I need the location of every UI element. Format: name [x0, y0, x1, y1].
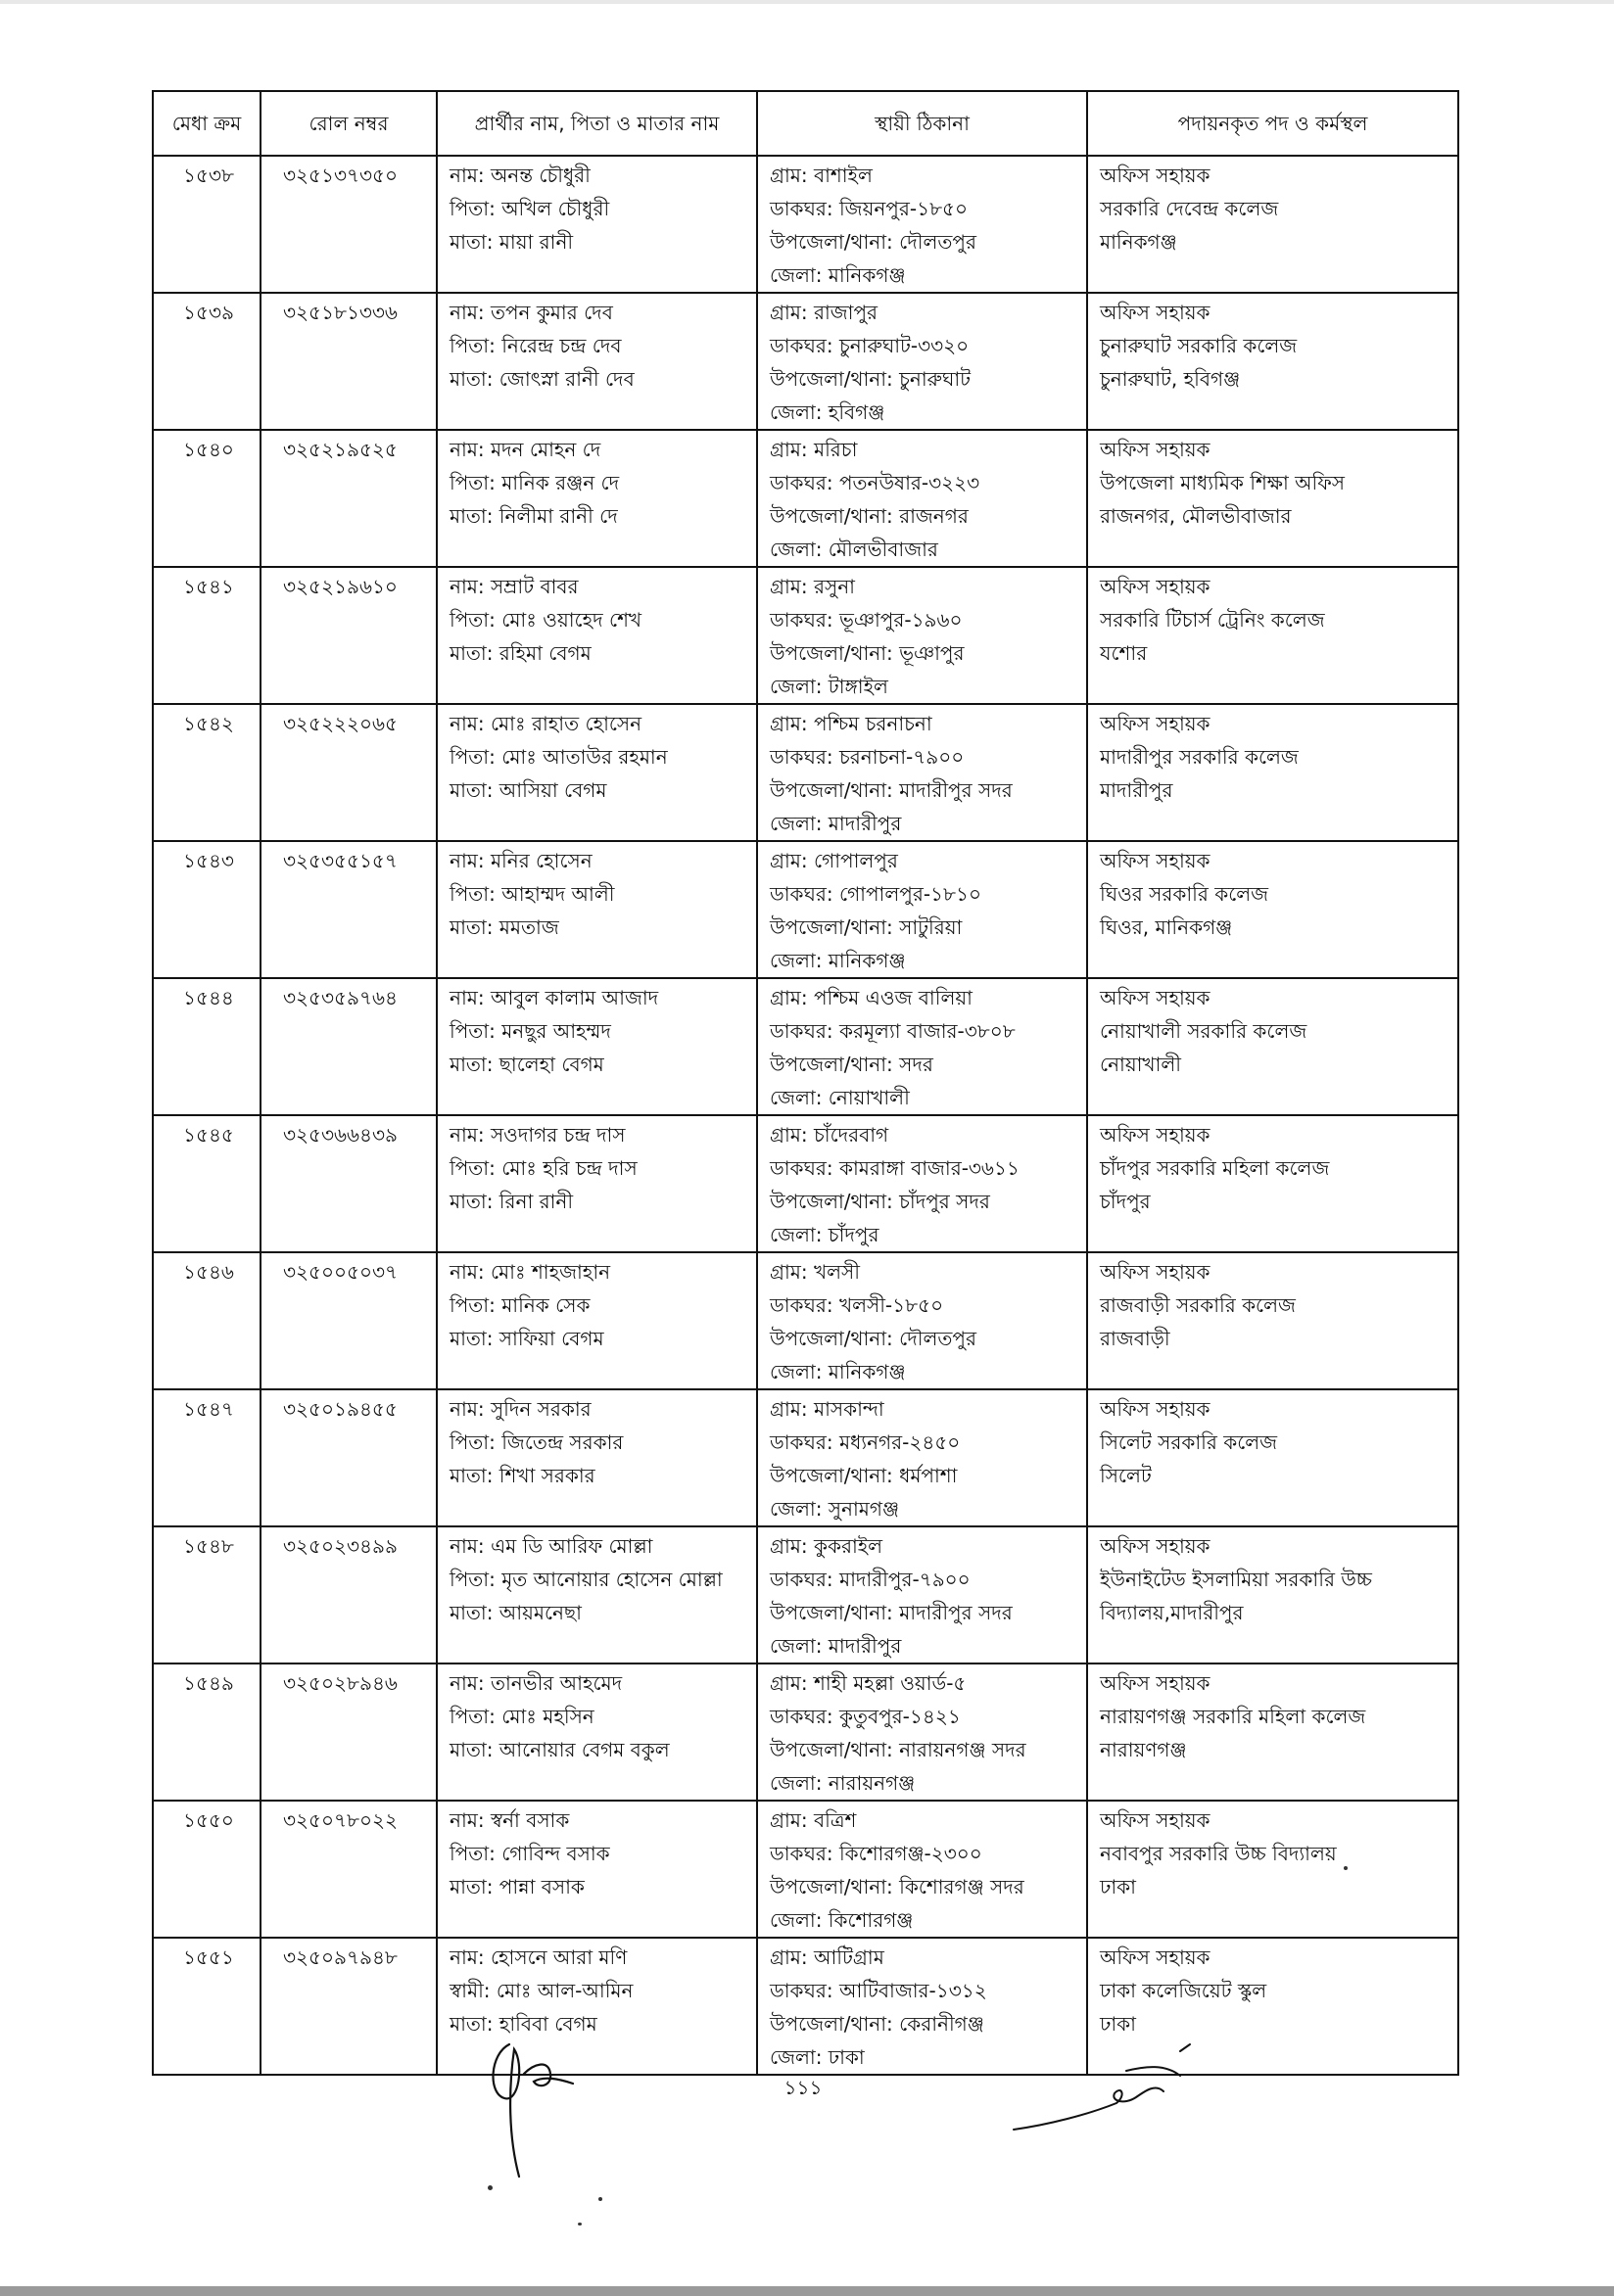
address-line: গ্রাম: বাশাইল — [770, 164, 873, 187]
name-line: মাতা: হাবিবা বেগম — [450, 2012, 597, 2036]
posting-line: অফিস সহায়ক — [1100, 438, 1210, 461]
posting-cell — [1087, 1252, 1458, 1389]
name-cell — [437, 1389, 757, 1526]
address-line: জেলা: মাদারীপুর — [770, 812, 902, 835]
roll-cell: ৩২৫৩৫৯৭৬৪ — [261, 978, 437, 1115]
posting-line: অফিস সহায়ক — [1100, 986, 1210, 1009]
address-line: ডাকঘর: চরনাচনা-৭৯০০ — [770, 745, 965, 769]
merit-cell: ১৫৪১ — [153, 567, 261, 704]
roll-cell: ৩২৫২২২০৬৫ — [261, 704, 437, 841]
posting-line: অফিস সহায়ক — [1100, 712, 1210, 735]
posting-line: ঢাকা — [1100, 2012, 1136, 2036]
name-line: মাতা: শিখা সরকার — [450, 1464, 595, 1487]
posting-line: সিলেট — [1100, 1464, 1152, 1487]
posting-line: সরকারি টিচার্স ট্রেনিং কলেজ — [1100, 608, 1325, 632]
name-line: নাম: সওদাগর চন্দ্র দাস — [450, 1123, 626, 1147]
posting-line: অফিস সহায়ক — [1100, 1260, 1210, 1284]
roll-cell: ৩২৫৩৫৫১৫৭ — [261, 841, 437, 978]
table-body — [153, 156, 1458, 2075]
name-line: স্বামী: মোঃ আল-আমিন — [450, 1979, 634, 2002]
address-line: গ্রাম: আটিগ্রাম — [770, 1945, 884, 1969]
posting-line: অফিস সহায়ক — [1100, 164, 1210, 187]
name-line: পিতা: মৃত আনোয়ার হোসেন মোল্লা — [450, 1568, 723, 1591]
address-line: জেলা: নোয়াখালী — [770, 1086, 910, 1109]
address-line: উপজেলা/থানা: কিশোরগঞ্জ সদর — [770, 1875, 1024, 1898]
roll-cell: ৩২৫০০৫০৩৭ — [261, 1252, 437, 1389]
name-line: পিতা: গোবিন্দ বসাক — [450, 1842, 610, 1865]
signature-right — [1009, 2037, 1205, 2144]
address-line: জেলা: হবিগঞ্জ — [770, 400, 885, 424]
table-row — [153, 1663, 1458, 1801]
posting-cell — [1087, 1389, 1458, 1526]
address-line: উপজেলা/থানা: নারায়নগঞ্জ সদর — [770, 1738, 1026, 1761]
address-line: গ্রাম: গোপালপুর — [770, 849, 898, 872]
table-row — [153, 293, 1458, 430]
signature-left — [480, 2025, 588, 2181]
page-number: ১১১ — [783, 2076, 823, 2099]
roll-cell: ৩২৫০২৮৯৪৬ — [261, 1663, 437, 1801]
roll-cell: ৩২৫০৯৭৯৪৮ — [261, 1938, 437, 2075]
address-cell — [757, 156, 1087, 293]
header-posting: পদায়নকৃত পদ ও কর্মস্থল — [1087, 91, 1458, 156]
table-row — [153, 1389, 1458, 1526]
name-line: পিতা: মানিক সেক — [450, 1293, 591, 1317]
posting-cell — [1087, 978, 1458, 1115]
address-cell — [757, 1252, 1087, 1389]
name-line: মাতা: ছালেহা বেগম — [450, 1053, 604, 1076]
address-line: ডাকঘর: মধ্যনগর-২৪৫০ — [770, 1430, 961, 1454]
roll-cell: ৩২৫১৩৭৩৫০ — [261, 156, 437, 293]
scan-bottom-edge — [0, 2286, 1614, 2296]
table-row — [153, 1801, 1458, 1938]
address-line: গ্রাম: মরিচা — [770, 438, 858, 461]
posting-line: নারায়ণগঞ্জ সরকারি মহিলা কলেজ — [1100, 1705, 1366, 1728]
table-row — [153, 1526, 1458, 1663]
address-line: জেলা: চাঁদপুর — [770, 1223, 879, 1246]
merit-cell: ১৫৪৮ — [153, 1526, 261, 1663]
name-cell — [437, 1115, 757, 1252]
name-line: পিতা: মোঃ ওয়াহেদ শেখ — [450, 608, 642, 632]
address-line: উপজেলা/থানা: মাদারীপুর সদর — [770, 1601, 1013, 1624]
name-line: পিতা: জিতেন্দ্র সরকার — [450, 1430, 624, 1454]
merit-cell: ১৫৫১ — [153, 1938, 261, 2075]
address-line: জেলা: মানিকগঞ্জ — [770, 263, 906, 287]
address-cell — [757, 293, 1087, 430]
table-row — [153, 1115, 1458, 1252]
posting-line: অফিস সহায়ক — [1100, 1671, 1210, 1695]
name-line: পিতা: মোঃ আতাউর রহমান — [450, 745, 668, 769]
posting-line: ঢাকা — [1100, 1875, 1136, 1898]
posting-line: ইউনাইটেড ইসলামিয়া সরকারি উচ্চ — [1100, 1568, 1372, 1591]
table-header-row — [153, 91, 1458, 156]
posting-line: ঘিওর, মানিকগঞ্জ — [1100, 915, 1233, 939]
name-line: নাম: অনন্ত চৌধুরী — [450, 164, 591, 187]
name-line: মাতা: আনোয়ার বেগম বকুল — [450, 1738, 670, 1761]
address-line: ডাকঘর: ভূঞাপুর-১৯৬০ — [770, 608, 963, 632]
name-line: মাতা: সাফিয়া বেগম — [450, 1327, 604, 1350]
address-line: গ্রাম: পশ্চিম এওজ বালিয়া — [770, 986, 973, 1009]
address-line: জেলা: মানিকগঞ্জ — [770, 949, 906, 972]
address-line: উপজেলা/থানা: রাজনগর — [770, 504, 969, 528]
name-line: পিতা: আহাম্মদ আলী — [450, 882, 615, 906]
address-cell — [757, 1526, 1087, 1663]
address-line: গ্রাম: রসুনা — [770, 575, 855, 598]
posting-line: চাঁদপুর সরকারি মহিলা কলেজ — [1100, 1156, 1330, 1180]
posting-cell — [1087, 1526, 1458, 1663]
name-line: মাতা: মমতাজ — [450, 915, 559, 939]
address-line: উপজেলা/থানা: চাঁদপুর সদর — [770, 1190, 990, 1213]
address-line: ডাকঘর: পতনউষার-৩২২৩ — [770, 471, 980, 494]
scan-speck — [598, 2197, 602, 2201]
address-line: জেলা: নারায়নগঞ্জ — [770, 1771, 916, 1795]
address-line: ডাকঘর: জিয়নপুর-১৮৫০ — [770, 197, 969, 220]
posting-cell — [1087, 1801, 1458, 1938]
name-line: নাম: এম ডি আরিফ মোল্লা — [450, 1534, 653, 1558]
name-cell — [437, 704, 757, 841]
name-line: পিতা: নিরেন্দ্র চন্দ্র দেব — [450, 334, 622, 357]
roll-cell: ৩২৫৩৬৬৪৩৯ — [261, 1115, 437, 1252]
address-cell — [757, 1801, 1087, 1938]
name-line: মাতা: জোৎস্না রানী দেব — [450, 367, 635, 391]
merit-cell: ১৫৪৬ — [153, 1252, 261, 1389]
address-cell — [757, 978, 1087, 1115]
scan-speck — [1344, 1866, 1348, 1870]
name-cell — [437, 841, 757, 978]
posting-line: অফিস সহায়ক — [1100, 849, 1210, 872]
posting-line: অফিস সহায়ক — [1100, 1945, 1210, 1969]
name-line: মাতা: নিলীমা রানী দে — [450, 504, 618, 528]
name-cell — [437, 1252, 757, 1389]
address-line: উপজেলা/থানা: দৌলতপুর — [770, 1327, 976, 1350]
address-line: ডাকঘর: মাদারীপুর-৭৯০০ — [770, 1568, 971, 1591]
header-address: স্থায়ী ঠিকানা — [757, 91, 1087, 156]
address-line: উপজেলা/থানা: ভূঞাপুর — [770, 641, 965, 665]
posting-cell — [1087, 704, 1458, 841]
merit-cell: ১৫৪৯ — [153, 1663, 261, 1801]
name-line: নাম: আবুল কালাম আজাদ — [450, 986, 659, 1009]
address-line: গ্রাম: শাহী মহল্লা ওয়ার্ড-৫ — [770, 1671, 967, 1695]
address-line: উপজেলা/থানা: সাটুরিয়া — [770, 915, 963, 939]
merit-cell: ১৫৩৯ — [153, 293, 261, 430]
address-cell — [757, 567, 1087, 704]
name-line: নাম: মনির হোসেন — [450, 849, 593, 872]
posting-cell — [1087, 293, 1458, 430]
merit-cell: ১৫৪০ — [153, 430, 261, 567]
table-row — [153, 156, 1458, 293]
posting-cell — [1087, 567, 1458, 704]
posting-line: নারায়ণগঞ্জ — [1100, 1738, 1187, 1761]
address-line: গ্রাম: মাসকান্দা — [770, 1397, 884, 1421]
name-line: পিতা: মোঃ মহসিন — [450, 1705, 594, 1728]
address-line: জেলা: টাঙ্গাইল — [770, 675, 888, 698]
posting-line: চুনারুঘাট, হবিগঞ্জ — [1100, 367, 1241, 391]
posting-line: অফিস সহায়ক — [1100, 575, 1210, 598]
address-line: উপজেলা/থানা: সদর — [770, 1053, 933, 1076]
posting-line: ঘিওর সরকারি কলেজ — [1100, 882, 1269, 906]
name-cell — [437, 293, 757, 430]
table-row — [153, 430, 1458, 567]
table-row — [153, 1938, 1458, 2075]
posting-cell — [1087, 841, 1458, 978]
header-roll: রোল নম্বর — [261, 91, 437, 156]
address-line: জেলা: ঢাকা — [770, 2045, 865, 2069]
roll-cell: ৩২৫২১৯৬১০ — [261, 567, 437, 704]
posting-cell — [1087, 1115, 1458, 1252]
merit-cell: ১৫৪৪ — [153, 978, 261, 1115]
address-line: ডাকঘর: করমূল্যা বাজার-৩৮০৮ — [770, 1019, 1016, 1043]
address-line: ডাকঘর: কিশোরগঞ্জ-২৩০০ — [770, 1842, 982, 1865]
posting-line: রাজবাড়ী সরকারি কলেজ — [1100, 1293, 1296, 1317]
name-cell — [437, 567, 757, 704]
address-line: জেলা: কিশোরগঞ্জ — [770, 1908, 914, 1932]
table-row — [153, 704, 1458, 841]
address-line: ডাকঘর: কামরাঙ্গা বাজার-৩৬১১ — [770, 1156, 1020, 1180]
name-cell — [437, 156, 757, 293]
merit-cell: ১৫৪২ — [153, 704, 261, 841]
name-line: মাতা: পান্না বসাক — [450, 1875, 585, 1898]
posting-line: রাজনগর, মৌলভীবাজার — [1100, 504, 1292, 528]
name-cell — [437, 430, 757, 567]
address-line: উপজেলা/থানা: দৌলতপুর — [770, 230, 976, 254]
address-line: ডাকঘর: আটিবাজার-১৩১২ — [770, 1979, 987, 2002]
posting-line: চুনারুঘাট সরকারি কলেজ — [1100, 334, 1298, 357]
name-line: নাম: তানভীর আহমেদ — [450, 1671, 623, 1695]
roll-cell: ৩২৫০২৩৪৯৯ — [261, 1526, 437, 1663]
scan-speck — [488, 2185, 493, 2190]
name-cell — [437, 1801, 757, 1938]
address-line: ডাকঘর: চুনারুঘাট-৩৩২০ — [770, 334, 970, 357]
table-row — [153, 978, 1458, 1115]
address-line: জেলা: মাদারীপুর — [770, 1634, 902, 1658]
merit-cell: ১৫৪৩ — [153, 841, 261, 978]
merit-cell: ১৫৫০ — [153, 1801, 261, 1938]
name-line: মাতা: আসিয়া বেগম — [450, 778, 607, 802]
name-cell — [437, 1526, 757, 1663]
roll-cell: ৩২৫০১৯৪৫৫ — [261, 1389, 437, 1526]
name-line: নাম: সুদিন সরকার — [450, 1397, 592, 1421]
posting-line: মানিকগঞ্জ — [1100, 230, 1177, 254]
address-line: গ্রাম: বত্রিশ — [770, 1808, 857, 1832]
name-line: নাম: সম্রাট বাবর — [450, 575, 579, 598]
address-line: উপজেলা/থানা: চুনারুঘাট — [770, 367, 972, 391]
address-line: জেলা: সুনামগঞ্জ — [770, 1497, 900, 1521]
name-line: পিতা: মনছুর আহম্মদ — [450, 1019, 611, 1043]
address-line: উপজেলা/থানা: কেরানীগঞ্জ — [770, 2012, 984, 2036]
address-cell — [757, 1389, 1087, 1526]
posting-line: বিদ্যালয়,মাদারীপুর — [1100, 1601, 1244, 1624]
address-cell — [757, 1663, 1087, 1801]
merit-cell: ১৫৩৮ — [153, 156, 261, 293]
address-cell — [757, 704, 1087, 841]
roll-cell: ৩২৫১৮১৩৩৬ — [261, 293, 437, 430]
posting-line: অফিস সহায়ক — [1100, 1397, 1210, 1421]
name-line: পিতা: মোঃ হরি চন্দ্র দাস — [450, 1156, 638, 1180]
address-line: জেলা: মৌলভীবাজার — [770, 538, 938, 561]
table-row — [153, 567, 1458, 704]
address-cell — [757, 1115, 1087, 1252]
name-line: নাম: মোঃ রাহাত হোসেন — [450, 712, 642, 735]
table-row — [153, 1252, 1458, 1389]
address-cell — [757, 430, 1087, 567]
merit-cell: ১৫৪৫ — [153, 1115, 261, 1252]
name-line: নাম: স্বর্না বসাক — [450, 1808, 570, 1832]
posting-line: রাজবাড়ী — [1100, 1327, 1170, 1350]
name-cell — [437, 1663, 757, 1801]
address-line: গ্রাম: পশ্চিম চরনাচনা — [770, 712, 932, 735]
header-name: প্রার্থীর নাম, পিতা ও মাতার নাম — [437, 91, 757, 156]
posting-line: উপজেলা মাধ্যমিক শিক্ষা অফিস — [1100, 471, 1346, 494]
address-line: উপজেলা/থানা: মাদারীপুর সদর — [770, 778, 1013, 802]
name-line: পিতা: মানিক রঞ্জন দে — [450, 471, 620, 494]
name-cell — [437, 978, 757, 1115]
posting-cell — [1087, 430, 1458, 567]
posting-line: মাদারীপুর — [1100, 778, 1173, 802]
posting-line: নোয়াখালী — [1100, 1053, 1181, 1076]
posting-cell — [1087, 1663, 1458, 1801]
address-line: গ্রাম: খলসী — [770, 1260, 860, 1284]
name-line: মাতা: আয়মনেছা — [450, 1601, 582, 1624]
address-line: ডাকঘর: খলসী-১৮৫০ — [770, 1293, 944, 1317]
posting-line: নোয়াখালী সরকারি কলেজ — [1100, 1019, 1307, 1043]
address-line: গ্রাম: চাঁদেরবাগ — [770, 1123, 889, 1147]
posting-line: অফিস সহায়ক — [1100, 301, 1210, 324]
posting-cell — [1087, 156, 1458, 293]
posting-line: চাঁদপুর — [1100, 1190, 1151, 1213]
address-line: ডাকঘর: গোপালপুর-১৮১০ — [770, 882, 981, 906]
address-line: ডাকঘর: কুতুবপুর-১৪২১ — [770, 1705, 961, 1728]
posting-line: সরকারি দেবেন্দ্র কলেজ — [1100, 197, 1279, 220]
posting-line: নবাবপুর সরকারি উচ্চ বিদ্যালয় — [1100, 1842, 1337, 1865]
name-line: মাতা: রহিমা বেগম — [450, 641, 592, 665]
merit-cell: ১৫৪৭ — [153, 1389, 261, 1526]
roll-cell: ৩২৫২১৯৫২৫ — [261, 430, 437, 567]
posting-line: ঢাকা কলেজিয়েট স্কুল — [1100, 1979, 1267, 2002]
name-line: নাম: হোসনে আরা মণি — [450, 1945, 628, 1969]
posting-line: অফিস সহায়ক — [1100, 1808, 1210, 1832]
posting-line: মাদারীপুর সরকারি কলেজ — [1100, 745, 1299, 769]
name-line: মাতা: মায়া রানী — [450, 230, 574, 254]
address-line: উপজেলা/থানা: ধর্মপাশা — [770, 1464, 958, 1487]
posting-line: যশোর — [1100, 641, 1148, 665]
posting-line: অফিস সহায়ক — [1100, 1534, 1210, 1558]
name-line: মাতা: রিনা রানী — [450, 1190, 574, 1213]
name-line: নাম: মদন মোহন দে — [450, 438, 601, 461]
name-line: পিতা: অখিল চৌধুরী — [450, 197, 610, 220]
roll-cell: ৩২৫০৭৮০২২ — [261, 1801, 437, 1938]
name-line: নাম: মোঃ শাহজাহান — [450, 1260, 611, 1284]
name-line: নাম: তপন কুমার দেব — [450, 301, 613, 324]
address-line: জেলা: মানিকগঞ্জ — [770, 1360, 906, 1383]
table-row — [153, 841, 1458, 978]
header-merit: মেধা ক্রম — [153, 91, 261, 156]
merit-list-table — [152, 90, 1459, 2076]
posting-line: অফিস সহায়ক — [1100, 1123, 1210, 1147]
address-line: গ্রাম: কুকরাইল — [770, 1534, 883, 1558]
address-cell — [757, 841, 1087, 978]
address-line: গ্রাম: রাজাপুর — [770, 301, 878, 324]
scan-speck — [578, 2223, 582, 2226]
posting-line: সিলেট সরকারি কলেজ — [1100, 1430, 1278, 1454]
scan-top-edge — [0, 0, 1614, 4]
